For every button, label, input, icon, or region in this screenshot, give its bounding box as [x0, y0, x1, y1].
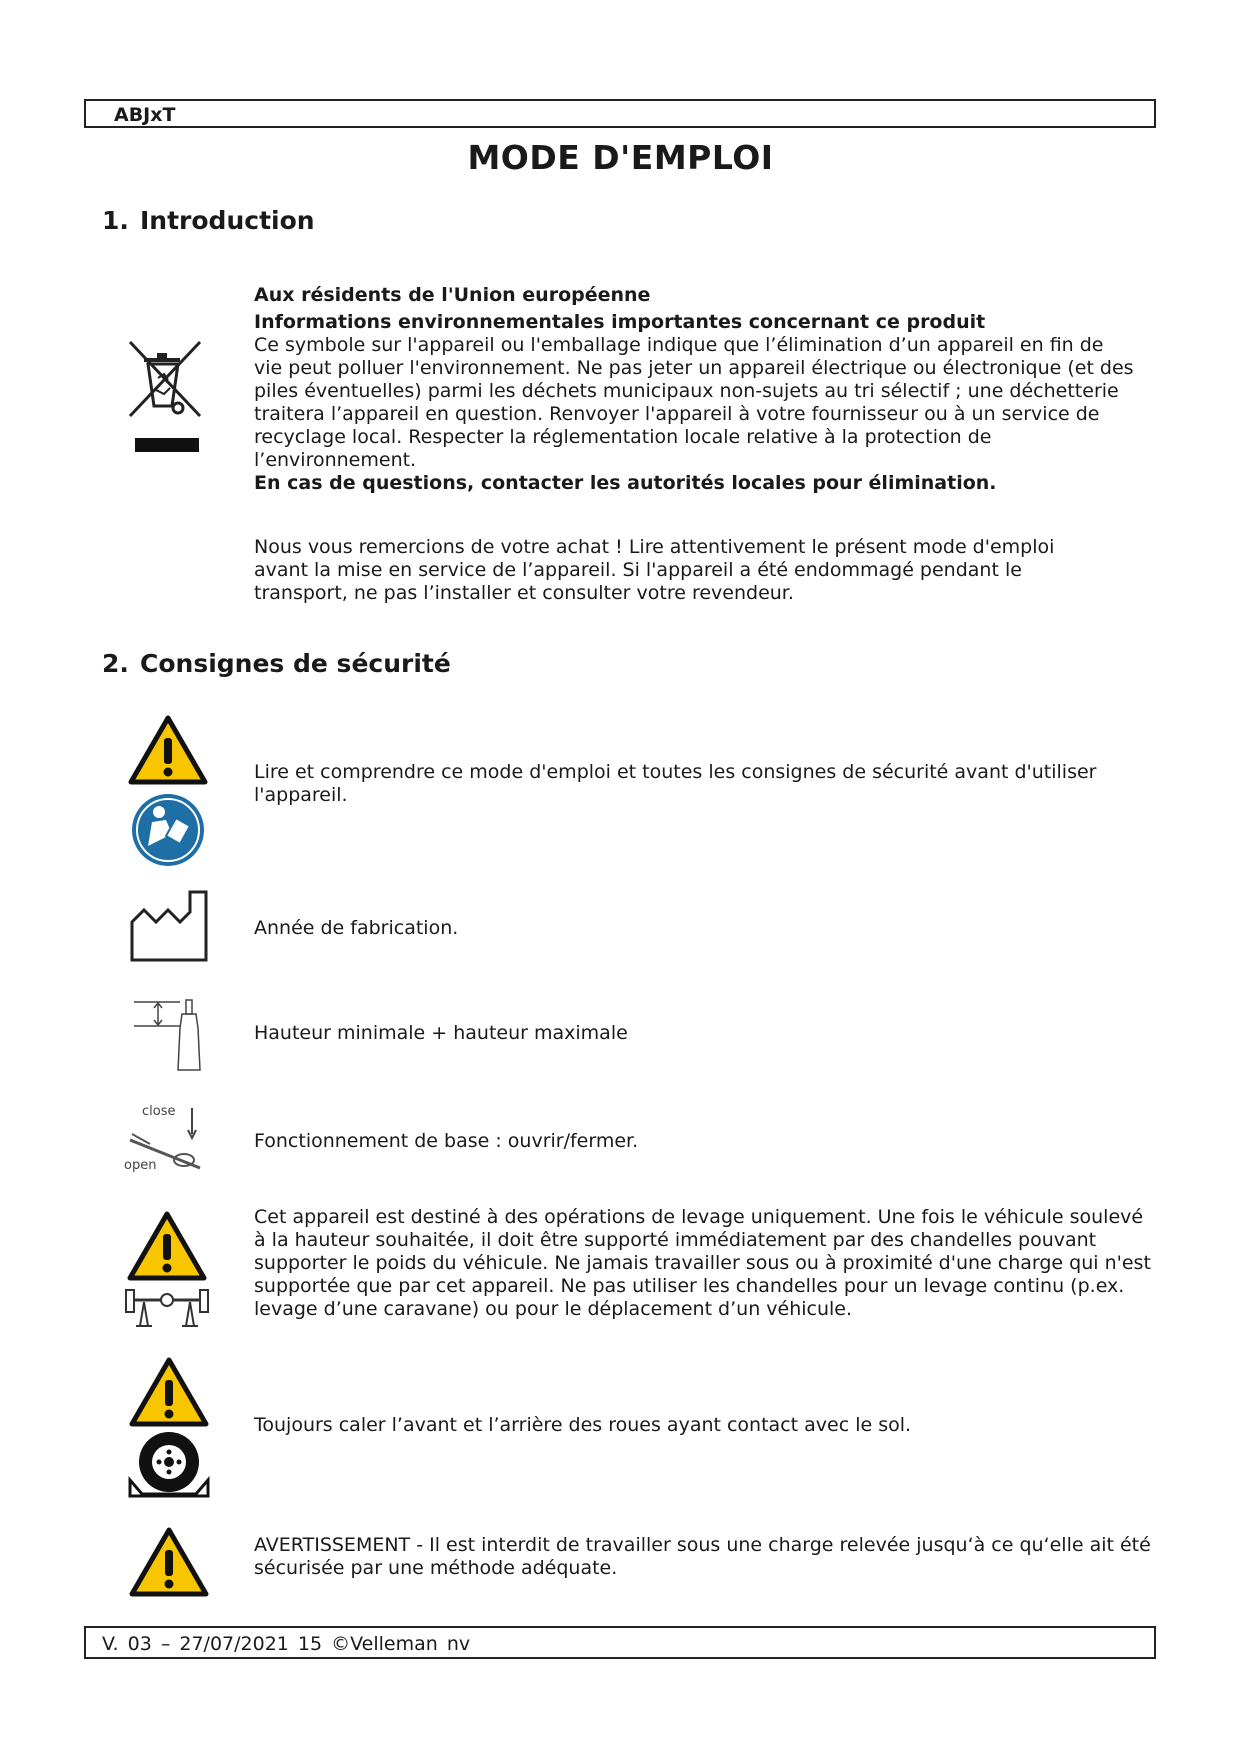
safety-item-2 [254, 917, 1134, 940]
close-label: close [142, 1104, 176, 1119]
crossed-out-bin-icon [126, 338, 206, 454]
safety-item-1 [254, 761, 1134, 807]
warning-manual-icon [128, 714, 208, 866]
thanks-paragraph [254, 536, 1114, 605]
warning-icon [128, 1526, 210, 1600]
section-number: 1. [102, 206, 129, 235]
section-title-introduction [102, 206, 315, 235]
section-title-safety [102, 649, 451, 678]
weee-body: Ce symbole sur l'appareil ou l'emballage indique que l’élimination d’un appareil en fin de vie peut polluer l'environnement. Ne pas jeter un appareil électrique ou électronique (et des piles éventuelles) parmi les déchets municipaux non-sujets au tri sélectif ; une déchetterie traitera l’appareil en question. Renvoyer l'appareil à votre fournisseur ou à un service de recyclage local. Respecter la réglementation locale relative à la protection de l’environnement. [254, 334, 1134, 471]
open-label: open [124, 1158, 157, 1173]
section-number: 2. [102, 649, 129, 678]
safety-item-text: Cet appareil est destiné à des opérations de levage uniquement. Une fois le véhicule soulevé à la hauteur souhaitée, il doit être supporté immédiatement par des chandelles pouvant supporter le poids du véhicule. Ne jamais travailler sous ou à proximité d'une charge qui n'est supportée que par cet appareil. Ne pas utiliser les chandelles pour un levage continu (p.ex. levage d’une caravane) ou pour le déplacement d’un véhicule. [254, 1206, 1151, 1320]
weee-notice [254, 284, 1134, 495]
safety-item-text: Toujours caler l’avant et l’arrière des roues ayant contact avec le sol. [254, 1414, 912, 1436]
safety-item-4 [254, 1130, 1134, 1153]
warning-axle-stands-icon [122, 1210, 212, 1332]
section-heading: Introduction [140, 206, 315, 235]
thanks-text: Nous vous remercions de votre achat ! Lire attentivement le présent mode d'emploi avant la mise en service de l’appareil. Si l'appareil a été endommagé pendant le transport, ne pas l’installer et consulter votre revendeur. [254, 536, 1055, 604]
safety-item-7 [254, 1534, 1154, 1580]
safety-item-text: Hauteur minimale + hauteur maximale [254, 1022, 628, 1044]
safety-item-6 [254, 1414, 1134, 1437]
factory-icon [130, 890, 208, 962]
safety-item-text: AVERTISSEMENT - Il est interdit de travailler sous une charge relevée jusqu‘à ce qu‘elle ait été sécurisée par une méthode adéquate. [254, 1534, 1151, 1579]
safety-item-text: Année de fabrication. [254, 917, 459, 939]
weee-contact: En cas de questions, contacter les autorités locales pour élimination. [254, 472, 997, 494]
safety-item-text: Fonctionnement de base : ouvrir/fermer. [254, 1130, 639, 1152]
product-code: ABJxT [114, 104, 176, 126]
open-close-icon [124, 1104, 216, 1180]
jack-height-icon [132, 994, 208, 1074]
footer-box [84, 1626, 1156, 1659]
footer-text: V. 03 – 27/07/2021 15 ©Velleman nv [102, 1633, 471, 1655]
warning-wheel-chock-icon [128, 1356, 210, 1498]
header-box [84, 99, 1156, 128]
safety-item-5 [254, 1206, 1154, 1321]
weee-heading-2: Informations environnementales importantes concernant ce produit [254, 311, 986, 333]
page-title: MODE D'EMPLOI [467, 138, 774, 177]
safety-item-text: Lire et comprendre ce mode d'emploi et toutes les consignes de sécurité avant d'utiliser l'appareil. [254, 761, 1097, 806]
weee-heading-1: Aux résidents de l'Union européenne [254, 284, 651, 306]
safety-item-3 [254, 1022, 1134, 1045]
section-heading: Consignes de sécurité [140, 649, 451, 678]
